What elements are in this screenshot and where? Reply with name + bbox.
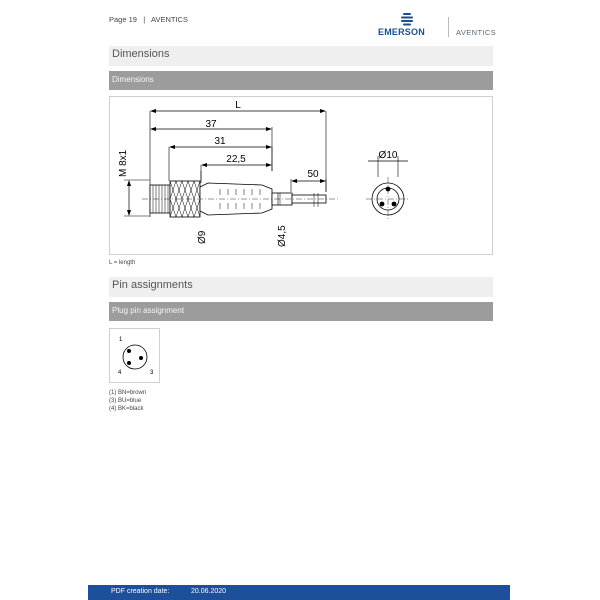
connector-front-view	[366, 156, 410, 221]
connector-dimension-drawing	[110, 97, 494, 256]
pin-list-item: (1) BN=brown	[109, 390, 147, 396]
dim-L-label: L	[235, 100, 241, 111]
dimensions-bar: Dimensions	[109, 71, 493, 90]
pin-1-label: 1	[119, 337, 123, 343]
emerson-aventics-logo	[378, 12, 508, 42]
length-legend: L = length	[109, 260, 136, 266]
pin-1-contact	[127, 349, 131, 353]
aventics-logo-text: AVENTICS	[456, 28, 497, 37]
plug-pin-diagram	[110, 329, 161, 384]
dim-thread-label: M 8x1	[118, 149, 129, 177]
footer-date: 20.06.2020	[191, 588, 227, 595]
pin-list-item: (4) BK=black	[109, 406, 144, 412]
footer-bar	[88, 585, 510, 600]
page-number: Page 19	[109, 15, 137, 24]
pin-diagram	[109, 328, 160, 383]
pin-color-list	[109, 389, 146, 413]
logo-divider	[448, 17, 449, 37]
plug-pin-assignment-bar: Plug pin assignment	[109, 302, 493, 321]
pin-4-label: 4	[118, 370, 122, 376]
dim-22-5-label: 22,5	[226, 154, 246, 165]
pin-3-label: 3	[150, 370, 154, 376]
footer-label: PDF creation date:	[111, 588, 170, 595]
plug-face-circle	[123, 345, 147, 369]
emerson-logo-icon	[400, 12, 414, 26]
pin-assignments-heading: Pin assignments	[109, 277, 493, 297]
dim-dia10-label: Ø10	[378, 150, 398, 161]
page-header	[109, 15, 188, 24]
dimensions-heading: Dimensions	[109, 46, 493, 66]
emerson-logo-text: EMERSON	[378, 27, 425, 37]
header-company: AVENTICS	[151, 15, 188, 24]
pin-list-item: (3) BU=blue	[109, 398, 142, 404]
dim-dia4-5-label: Ø4,5	[277, 225, 288, 247]
pin-3-contact	[139, 356, 143, 360]
dimension-drawing	[109, 96, 493, 255]
dim-31-label: 31	[214, 136, 226, 147]
pin-4-contact	[127, 361, 131, 365]
header-separator: |	[143, 15, 146, 24]
dim-50-label: 50	[307, 169, 319, 180]
dim-dia9-label: Ø9	[197, 230, 208, 244]
dim-37-label: 37	[205, 119, 217, 130]
